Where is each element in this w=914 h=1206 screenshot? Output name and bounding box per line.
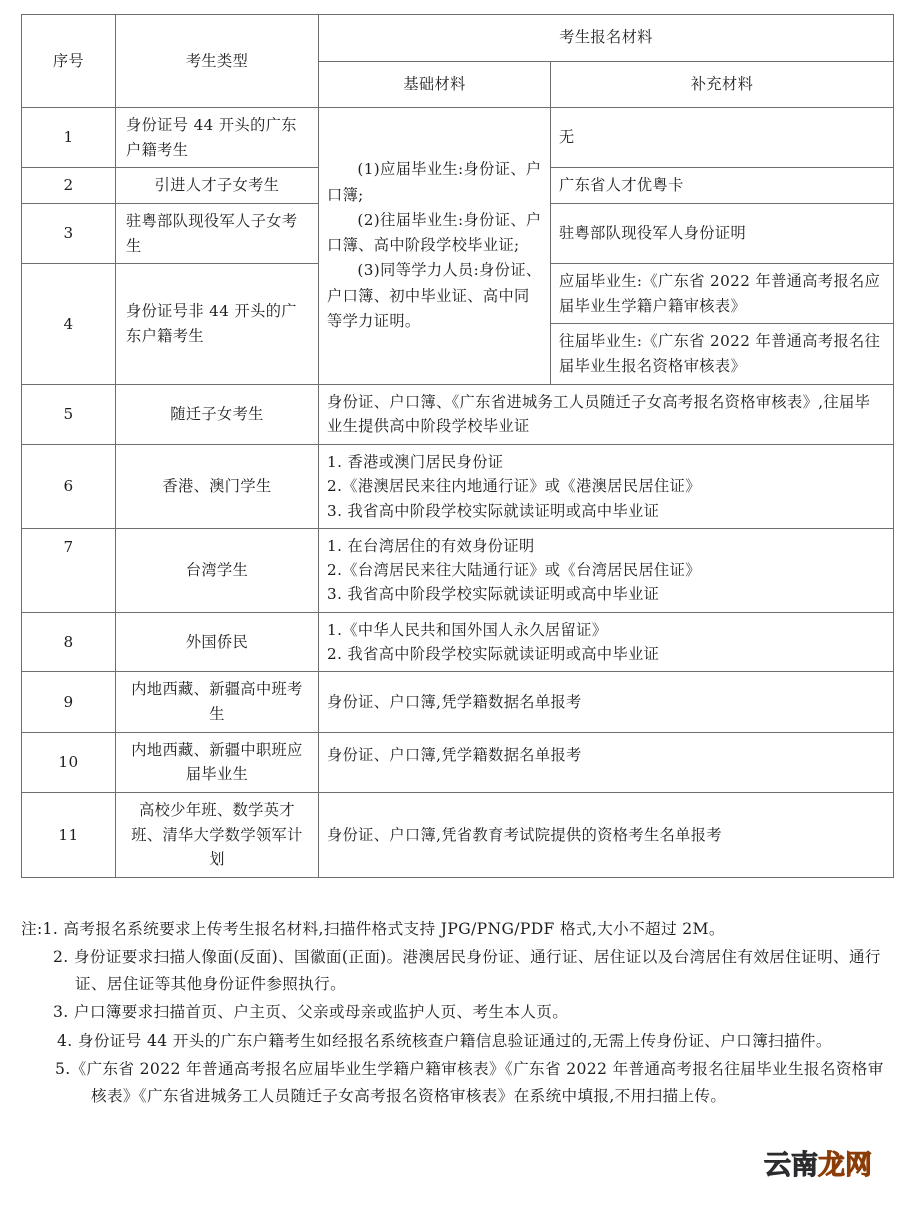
watermark-part-2: 龙网: [818, 1150, 872, 1181]
table-header-row-1: [22, 15, 894, 62]
row-materials: [319, 444, 894, 528]
material-line: 1. 香港或澳门居民身份证: [327, 452, 504, 471]
row-candidate-type: 内地西藏、新疆高中班考生: [116, 672, 319, 732]
row-seq: 3: [22, 203, 116, 263]
table-row: [22, 108, 894, 168]
row-materials: 身份证、户口簿、《广东省进城务工人员随迁子女高考报名资格审核表》,往届毕业生提供高中阶段学校毕业证: [319, 384, 894, 444]
material-line: 2.《台湾居民来往大陆通行证》或《台湾居民居住证》: [327, 561, 701, 580]
header-supplement-materials: 补充材料: [551, 61, 894, 108]
row-materials: 身份证、户口簿,凭省教育考试院提供的资格考生名单报考: [319, 792, 894, 877]
material-line: 3. 我省高中阶段学校实际就读证明或高中毕业证: [327, 585, 660, 604]
material-line: 1. 在台湾居住的有效身份证明: [327, 536, 535, 555]
row-candidate-type: 身份证号 44 开头的广东户籍考生: [116, 108, 319, 168]
table-row: [22, 384, 894, 444]
row-candidate-type: 内地西藏、新疆中职班应届毕业生: [116, 732, 319, 792]
material-line: 3. 我省高中阶段学校实际就读证明或高中毕业证: [327, 501, 660, 520]
note-item-2: 2. 身份证要求扫描人像面(反面)、国徽面(正面)。港澳居民身份证、通行证、居住证以及台湾居住有效居住证明、通行证、居住证等其他身份证件参照执行。: [53, 948, 881, 994]
row-seq: 4: [22, 264, 116, 385]
note-item-4: 4. 身份证号 44 开头的广东户籍考生如经报名系统核查户籍信息验证通过的,无需上传身份证、户口簿扫描件。: [57, 1031, 832, 1050]
row-candidate-type: 随迁子女考生: [116, 384, 319, 444]
table-row: [22, 612, 894, 672]
row-seq: 11: [22, 792, 116, 877]
table-row: [22, 732, 894, 792]
row-supplement: 驻粤部队现役军人身份证明: [551, 203, 894, 263]
row-materials: 身份证、户口簿,凭学籍数据名单报考: [319, 672, 894, 732]
row-materials: [319, 612, 894, 672]
row-candidate-type: 驻粤部队现役军人子女考生: [116, 203, 319, 263]
note-item-3: 3. 户口簿要求扫描首页、户主页、父亲或母亲或监护人页、考生本人页。: [53, 1003, 569, 1022]
row-seq: 6: [22, 444, 116, 528]
row-supplement-previous: 往届毕业生:《广东省 2022 年普通高考报名往届毕业生报名资格审核表》: [551, 324, 894, 384]
row-seq: 7: [22, 528, 116, 612]
basic-material-item-2: (2)往届毕业生:身份证、户口簿、高中阶段学校毕业证;: [327, 210, 542, 255]
row-materials: 身份证、户口簿,凭学籍数据名单报考: [319, 732, 894, 792]
header-candidate-type: 考生类型: [116, 15, 319, 108]
table-row: [22, 672, 894, 732]
row-seq: 2: [22, 168, 116, 204]
material-line: 2. 我省高中阶段学校实际就读证明或高中毕业证: [327, 645, 660, 664]
table-row: [22, 792, 894, 877]
note-item-5: 5.《广东省 2022 年普通高考报名应届毕业生学籍户籍审核表》《广东省 2022 年普通高考报名往届毕业生报名资格审核表》《广东省进城务工人员随迁子女高考报名资格审核表》在系统中填报,不用扫描上传。: [55, 1059, 884, 1105]
basic-material-item-1: (1)应届毕业生:身份证、户口簿;: [327, 160, 542, 204]
header-basic-materials: 基础材料: [319, 61, 551, 108]
basic-material-item-3: (3)同等学力人员:身份证、户口簿、初中毕业证、高中同等学力证明。: [327, 261, 542, 330]
row-candidate-type: 高校少年班、数学英才班、清华大学数学领军计划: [116, 792, 319, 877]
table-row: [22, 444, 894, 528]
note-item-1: 注:1. 高考报名系统要求上传考生报名材料,扫描件格式支持 JPG/PNG/PDF 格式,大小不超过 2M。: [21, 920, 725, 938]
row-candidate-type: 香港、澳门学生: [116, 444, 319, 528]
header-seq: 序号: [22, 15, 116, 108]
row-seq: 10: [22, 732, 116, 792]
row-supplement: 广东省人才优粤卡: [551, 168, 894, 204]
row-candidate-type: 身份证号非 44 开头的广东户籍考生: [116, 264, 319, 385]
registration-materials-table: [21, 14, 894, 878]
row-seq: 9: [22, 672, 116, 732]
material-line: 2.《港澳居民来往内地通行证》或《港澳居民居住证》: [327, 477, 701, 496]
notes-section: [21, 916, 893, 1111]
row-candidate-type: 台湾学生: [116, 528, 319, 612]
row-candidate-type: 引进人才子女考生: [116, 168, 319, 204]
row-candidate-type: 外国侨民: [116, 612, 319, 672]
row-supplement-fresh: 应届毕业生:《广东省 2022 年普通高考报名应届毕业生学籍户籍审核表》: [551, 264, 894, 324]
row-materials: [319, 528, 894, 612]
row-supplement: 无: [551, 108, 894, 168]
row-seq: 5: [22, 384, 116, 444]
material-line: 1.《中华人民共和国外国人永久居留证》: [327, 620, 608, 639]
basic-materials-cell: [319, 108, 551, 385]
header-materials: 考生报名材料: [319, 15, 894, 62]
row-seq: 8: [22, 612, 116, 672]
row-seq: 1: [22, 108, 116, 168]
table-row: [22, 528, 894, 612]
site-watermark: [764, 1152, 872, 1179]
watermark-part-1: 云南: [764, 1150, 818, 1181]
